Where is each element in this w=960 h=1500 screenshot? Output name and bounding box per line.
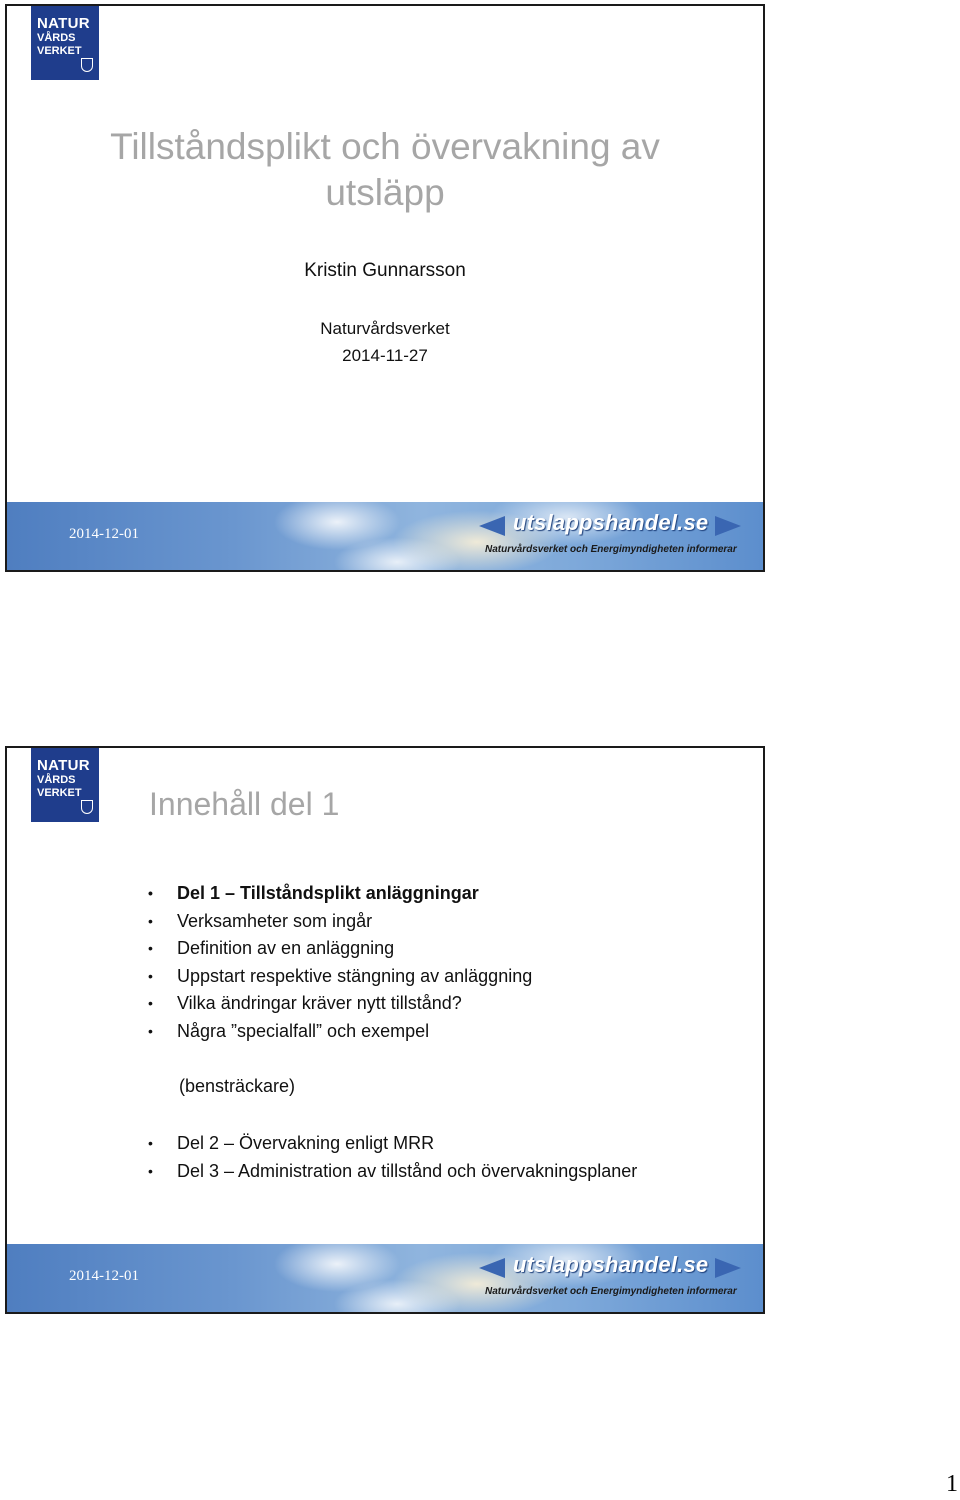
presenter-name: Kristin Gunnarsson bbox=[304, 260, 466, 281]
bullet-icon: • bbox=[148, 1135, 153, 1151]
naturvardsverket-logo bbox=[31, 748, 99, 822]
brand-tagline: Naturvårdsverket och Energimyndigheten informerar bbox=[485, 1286, 737, 1297]
arrow-right-icon bbox=[715, 1258, 741, 1278]
arrow-right-icon bbox=[715, 516, 741, 536]
crest-icon bbox=[81, 58, 93, 72]
arrow-left-icon bbox=[479, 1258, 505, 1278]
utslappshandel-brand bbox=[477, 1252, 747, 1304]
slide-footer bbox=[7, 502, 763, 570]
slide-title: Innehåll del 1 bbox=[149, 786, 340, 822]
slide-1 bbox=[5, 4, 765, 572]
brand-site-name: utslappshandel.se bbox=[513, 1252, 709, 1277]
brand-site-name: utslappshandel.se bbox=[513, 510, 709, 535]
logo-line-2: VÅRDS bbox=[37, 32, 76, 44]
bullet-icon: • bbox=[148, 1022, 153, 1039]
list-item-text: Definition av en anläggning bbox=[177, 938, 395, 958]
logo-line-1: NATUR bbox=[37, 757, 90, 774]
logo-line-1: NATUR bbox=[37, 15, 90, 32]
slide-title-line-1: Tillståndsplikt och övervakning av bbox=[110, 126, 660, 167]
list-item-text: Del 1 – Tillståndsplikt anläggningar bbox=[177, 883, 479, 903]
list-item bbox=[7, 1130, 763, 1158]
bullet-icon: • bbox=[148, 967, 153, 984]
list-item bbox=[7, 1018, 763, 1046]
page-number: 1 bbox=[946, 1471, 958, 1497]
bullet-icon: • bbox=[148, 885, 153, 901]
list-item bbox=[7, 990, 763, 1018]
bullet-icon: • bbox=[148, 1162, 153, 1179]
utslappshandel-brand bbox=[477, 510, 747, 562]
organization-name: Naturvårdsverket bbox=[320, 319, 450, 338]
list-item-text: Några ”specialfall” och exempel bbox=[177, 1020, 430, 1041]
footer-date: 2014-12-01 bbox=[69, 1268, 139, 1284]
slide-footer bbox=[7, 1244, 763, 1312]
list-item bbox=[7, 880, 763, 908]
list-item-text: Del 3 – Administration av tillstånd och övervakningsplaner bbox=[177, 1160, 638, 1181]
list-item bbox=[7, 1158, 763, 1186]
presentation-date: 2014-11-27 bbox=[342, 346, 428, 365]
bullet-icon: • bbox=[148, 940, 153, 956]
list-item bbox=[7, 935, 763, 963]
parts-bullet-list bbox=[7, 1130, 763, 1185]
bullet-icon: • bbox=[148, 912, 153, 929]
logo-line-3: VERKET bbox=[37, 787, 82, 799]
bullet-icon: • bbox=[148, 995, 153, 1011]
slide-title bbox=[7, 124, 763, 216]
logo-line-2: VÅRDS bbox=[37, 774, 76, 786]
list-item bbox=[7, 963, 763, 991]
slide-2 bbox=[5, 746, 765, 1314]
list-item bbox=[7, 908, 763, 936]
arrow-left-icon bbox=[479, 516, 505, 536]
list-item-text: Del 2 – Övervakning enligt MRR bbox=[177, 1133, 435, 1153]
list-item-text: Uppstart respektive stängning av anläggning bbox=[177, 965, 533, 986]
list-item-text: Verksamheter som ingår bbox=[177, 910, 373, 931]
content-bullet-list bbox=[7, 880, 763, 1045]
brand-tagline: Naturvårdsverket och Energimyndigheten informerar bbox=[485, 544, 737, 555]
crest-icon bbox=[81, 800, 93, 814]
logo-line-3: VERKET bbox=[37, 45, 82, 57]
break-note: (bensträckare) bbox=[179, 1076, 296, 1096]
naturvardsverket-logo bbox=[31, 6, 99, 80]
footer-date: 2014-12-01 bbox=[69, 526, 139, 542]
list-item-text: Vilka ändringar kräver nytt tillstånd? bbox=[177, 993, 462, 1013]
slide-title-line-2: utsläpp bbox=[325, 172, 445, 213]
